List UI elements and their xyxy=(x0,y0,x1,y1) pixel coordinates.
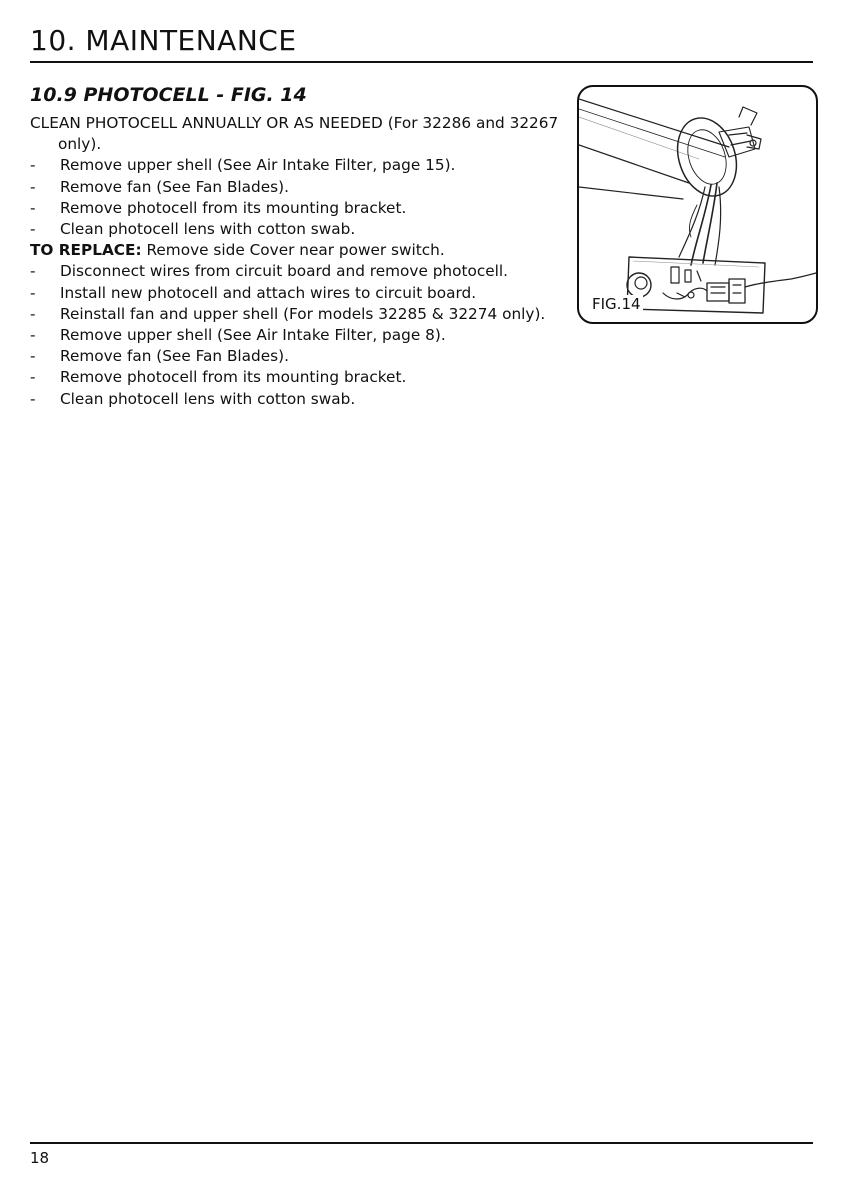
step-text: Reinstall fan and upper shell (For models 32285 & 32274 only). xyxy=(60,304,546,323)
replace-text: Remove side Cover near power switch. xyxy=(141,241,445,260)
bullet-dash: - xyxy=(30,389,36,408)
list-item xyxy=(30,155,562,176)
list-item xyxy=(30,177,562,198)
intro-paragraph: CLEAN PHOTOCELL ANNUALLY OR AS NEEDED (For 32286 and 32267 only). xyxy=(30,114,559,154)
list-item xyxy=(30,304,562,325)
figure-label: FIG.14 xyxy=(592,295,641,313)
bullet-dash: - xyxy=(30,347,36,366)
bullet-dash: - xyxy=(30,326,36,345)
step-text: Remove photocell from its mounting bracket. xyxy=(60,368,407,387)
replace-paragraph xyxy=(30,240,562,261)
bullet-dash: - xyxy=(30,262,36,281)
step-text: Disconnect wires from circuit board and remove photocell. xyxy=(60,262,509,281)
page-number: 18 xyxy=(30,1149,50,1167)
step-text: Remove upper shell (See Air Intake Filter, page 15). xyxy=(60,156,456,175)
step-text: Remove upper shell (See Air Intake Filter, page 8). xyxy=(60,326,446,345)
step-text: Remove fan (See Fan Blades). xyxy=(60,347,289,366)
bullet-dash: - xyxy=(30,177,36,196)
footer-divider xyxy=(30,1142,813,1144)
figure-14 xyxy=(577,85,818,324)
bullet-dash: - xyxy=(30,198,36,217)
page-title: 10. MAINTENANCE xyxy=(30,24,297,57)
replace-label: TO REPLACE: xyxy=(30,241,142,260)
step-text: Install new photocell and attach wires to circuit board. xyxy=(60,283,477,302)
bullet-dash: - xyxy=(30,368,36,387)
list-item xyxy=(30,219,562,240)
bullet-dash: - xyxy=(30,283,36,302)
step-text: Remove fan (See Fan Blades). xyxy=(60,177,289,196)
list-item xyxy=(30,325,562,346)
list-item xyxy=(30,283,562,304)
bullet-dash: - xyxy=(30,156,36,175)
list-item xyxy=(30,367,562,388)
list-item xyxy=(30,198,562,219)
section-heading: 10.9 PHOTOCELL - FIG. 14 xyxy=(30,84,307,106)
photocell-illustration xyxy=(579,87,816,322)
step-text: Clean photocell lens with cotton swab. xyxy=(60,389,356,408)
list-item xyxy=(30,389,562,410)
instructions-body xyxy=(30,113,562,410)
list-item xyxy=(30,346,562,367)
step-text: Remove photocell from its mounting bracket. xyxy=(60,198,407,217)
bullet-dash: - xyxy=(30,220,36,239)
list-item xyxy=(30,261,562,282)
title-divider xyxy=(30,61,813,63)
bullet-dash: - xyxy=(30,304,36,323)
step-text: Clean photocell lens with cotton swab. xyxy=(60,220,356,239)
